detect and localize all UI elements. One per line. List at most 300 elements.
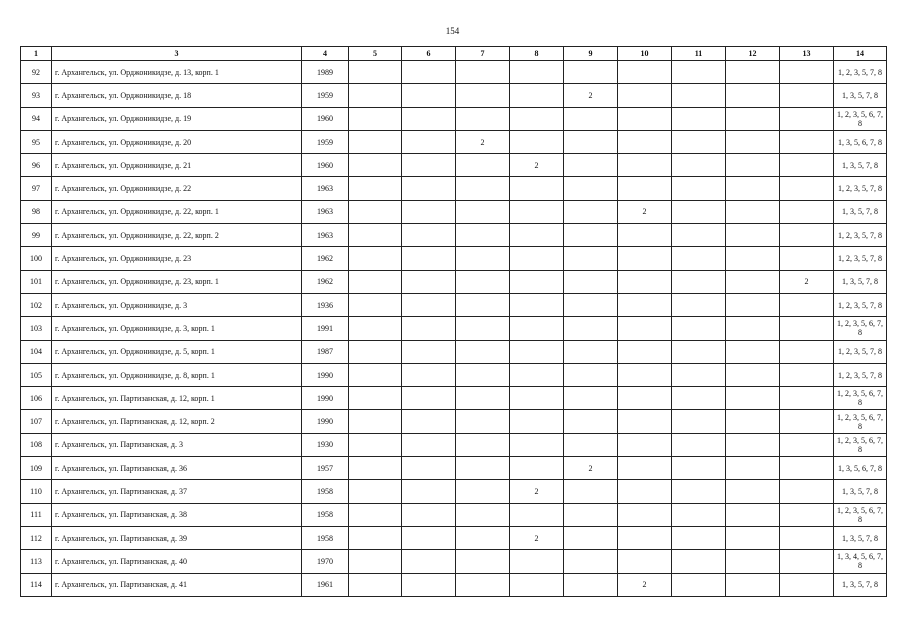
column-10-cell — [618, 457, 672, 480]
column-9-cell — [564, 200, 618, 223]
column-7-cell — [456, 433, 510, 456]
row-number-cell: 112 — [21, 526, 52, 549]
column-6-cell — [402, 224, 456, 247]
row-number-cell: 98 — [21, 200, 52, 223]
year-built-cell: 1936 — [302, 293, 349, 316]
column-6-cell — [402, 84, 456, 107]
row-number-cell: 95 — [21, 130, 52, 153]
codes-cell: 1, 2, 3, 5, 7, 8 — [834, 177, 887, 200]
year-built-cell: 1963 — [302, 177, 349, 200]
column-8-cell — [510, 457, 564, 480]
column-10-cell — [618, 84, 672, 107]
column-10-cell — [618, 363, 672, 386]
column-9-cell — [564, 340, 618, 363]
column-7-cell — [456, 247, 510, 270]
column-9-cell: 2 — [564, 84, 618, 107]
row-number-cell: 104 — [21, 340, 52, 363]
column-6-cell — [402, 363, 456, 386]
column-7-cell: 2 — [456, 130, 510, 153]
column-header: 14 — [834, 47, 887, 61]
column-11-cell — [672, 573, 726, 596]
column-11-cell — [672, 457, 726, 480]
column-8-cell — [510, 293, 564, 316]
column-number-row — [21, 47, 887, 61]
address-cell: г. Архангельск, ул. Партизанская, д. 40 — [52, 550, 302, 573]
column-11-cell — [672, 200, 726, 223]
column-10-cell — [618, 154, 672, 177]
column-6-cell — [402, 526, 456, 549]
column-6-cell — [402, 293, 456, 316]
row-number-cell: 107 — [21, 410, 52, 433]
column-13-cell — [780, 107, 834, 130]
column-9-cell — [564, 293, 618, 316]
column-12-cell — [726, 107, 780, 130]
year-built-cell: 1962 — [302, 270, 349, 293]
column-header: 5 — [349, 47, 402, 61]
column-11-cell — [672, 130, 726, 153]
column-11-cell — [672, 270, 726, 293]
column-6-cell — [402, 177, 456, 200]
column-10-cell — [618, 130, 672, 153]
address-cell: г. Архангельск, ул. Орджоникидзе, д. 5, корп. 1 — [52, 340, 302, 363]
housing-register-table — [20, 46, 887, 597]
address-cell: г. Архангельск, ул. Партизанская, д. 38 — [52, 503, 302, 526]
table-row — [21, 480, 887, 503]
column-10-cell — [618, 107, 672, 130]
column-5-cell — [349, 526, 402, 549]
column-11-cell — [672, 387, 726, 410]
address-cell: г. Архангельск, ул. Орджоникидзе, д. 3 — [52, 293, 302, 316]
column-6-cell — [402, 154, 456, 177]
year-built-cell: 1958 — [302, 526, 349, 549]
column-11-cell — [672, 410, 726, 433]
codes-cell: 1, 2, 3, 5, 7, 8 — [834, 247, 887, 270]
table-row — [21, 503, 887, 526]
column-12-cell — [726, 363, 780, 386]
year-built-cell: 1990 — [302, 363, 349, 386]
column-12-cell — [726, 84, 780, 107]
column-7-cell — [456, 573, 510, 596]
column-7-cell — [456, 363, 510, 386]
column-12-cell — [726, 61, 780, 84]
year-built-cell: 1958 — [302, 480, 349, 503]
address-cell: г. Архангельск, ул. Орджоникидзе, д. 21 — [52, 154, 302, 177]
column-7-cell — [456, 200, 510, 223]
row-number-cell: 108 — [21, 433, 52, 456]
column-5-cell — [349, 387, 402, 410]
column-11-cell — [672, 317, 726, 340]
column-8-cell — [510, 107, 564, 130]
column-6-cell — [402, 107, 456, 130]
row-number-cell: 109 — [21, 457, 52, 480]
column-10-cell: 2 — [618, 573, 672, 596]
column-11-cell — [672, 293, 726, 316]
column-13-cell — [780, 573, 834, 596]
column-13-cell — [780, 177, 834, 200]
column-11-cell — [672, 363, 726, 386]
column-6-cell — [402, 61, 456, 84]
table-row — [21, 200, 887, 223]
codes-cell: 1, 3, 5, 6, 7, 8 — [834, 457, 887, 480]
column-13-cell — [780, 340, 834, 363]
column-header: 10 — [618, 47, 672, 61]
table-row — [21, 340, 887, 363]
column-9-cell — [564, 224, 618, 247]
column-5-cell — [349, 503, 402, 526]
column-5-cell — [349, 154, 402, 177]
row-number-cell: 100 — [21, 247, 52, 270]
column-12-cell — [726, 200, 780, 223]
column-10-cell: 2 — [618, 200, 672, 223]
table-row — [21, 61, 887, 84]
column-9-cell — [564, 363, 618, 386]
column-13-cell — [780, 457, 834, 480]
column-8-cell — [510, 177, 564, 200]
column-7-cell — [456, 387, 510, 410]
column-12-cell — [726, 526, 780, 549]
address-cell: г. Архангельск, ул. Орджоникидзе, д. 22, корп. 2 — [52, 224, 302, 247]
column-7-cell — [456, 154, 510, 177]
column-13-cell — [780, 550, 834, 573]
year-built-cell: 1961 — [302, 573, 349, 596]
column-6-cell — [402, 317, 456, 340]
column-11-cell — [672, 247, 726, 270]
address-cell: г. Архангельск, ул. Орджоникидзе, д. 19 — [52, 107, 302, 130]
table-row — [21, 457, 887, 480]
column-9-cell — [564, 61, 618, 84]
year-built-cell: 1987 — [302, 340, 349, 363]
column-12-cell — [726, 224, 780, 247]
column-11-cell — [672, 61, 726, 84]
column-10-cell — [618, 293, 672, 316]
address-cell: г. Архангельск, ул. Орджоникидзе, д. 8, корп. 1 — [52, 363, 302, 386]
codes-cell: 1, 3, 5, 7, 8 — [834, 526, 887, 549]
year-built-cell: 1957 — [302, 457, 349, 480]
column-10-cell — [618, 317, 672, 340]
column-12-cell — [726, 573, 780, 596]
year-built-cell: 1960 — [302, 107, 349, 130]
column-8-cell — [510, 130, 564, 153]
column-12-cell — [726, 130, 780, 153]
column-header: 12 — [726, 47, 780, 61]
year-built-cell: 1960 — [302, 154, 349, 177]
codes-cell: 1, 2, 3, 5, 6, 7, 8 — [834, 387, 887, 410]
column-12-cell — [726, 340, 780, 363]
table-row — [21, 154, 887, 177]
table-row — [21, 387, 887, 410]
column-13-cell — [780, 130, 834, 153]
column-12-cell — [726, 503, 780, 526]
column-header: 11 — [672, 47, 726, 61]
codes-cell: 1, 3, 4, 5, 6, 7, 8 — [834, 550, 887, 573]
column-9-cell — [564, 130, 618, 153]
column-13-cell — [780, 84, 834, 107]
column-5-cell — [349, 270, 402, 293]
column-header: 6 — [402, 47, 456, 61]
column-8-cell — [510, 224, 564, 247]
column-5-cell — [349, 410, 402, 433]
table-row — [21, 410, 887, 433]
column-header: 9 — [564, 47, 618, 61]
column-13-cell — [780, 363, 834, 386]
codes-cell: 1, 2, 3, 5, 6, 7, 8 — [834, 503, 887, 526]
codes-cell: 1, 3, 5, 7, 8 — [834, 270, 887, 293]
column-13-cell — [780, 410, 834, 433]
column-6-cell — [402, 200, 456, 223]
column-5-cell — [349, 177, 402, 200]
codes-cell: 1, 3, 5, 7, 8 — [834, 154, 887, 177]
column-13-cell — [780, 433, 834, 456]
column-10-cell — [618, 526, 672, 549]
column-8-cell — [510, 433, 564, 456]
row-number-cell: 99 — [21, 224, 52, 247]
row-number-cell: 111 — [21, 503, 52, 526]
column-12-cell — [726, 317, 780, 340]
column-10-cell — [618, 340, 672, 363]
column-7-cell — [456, 107, 510, 130]
column-8-cell — [510, 550, 564, 573]
column-6-cell — [402, 247, 456, 270]
column-9-cell — [564, 503, 618, 526]
table-row — [21, 550, 887, 573]
codes-cell: 1, 3, 5, 6, 7, 8 — [834, 130, 887, 153]
column-8-cell — [510, 573, 564, 596]
column-13-cell — [780, 293, 834, 316]
column-5-cell — [349, 84, 402, 107]
column-10-cell — [618, 410, 672, 433]
column-header: 13 — [780, 47, 834, 61]
codes-cell: 1, 2, 3, 5, 7, 8 — [834, 224, 887, 247]
page-number: 154 — [445, 26, 460, 36]
column-5-cell — [349, 457, 402, 480]
table-row — [21, 247, 887, 270]
column-8-cell: 2 — [510, 526, 564, 549]
year-built-cell: 1930 — [302, 433, 349, 456]
column-5-cell — [349, 293, 402, 316]
address-cell: г. Архангельск, ул. Партизанская, д. 39 — [52, 526, 302, 549]
column-8-cell: 2 — [510, 154, 564, 177]
column-12-cell — [726, 247, 780, 270]
column-7-cell — [456, 410, 510, 433]
column-13-cell — [780, 387, 834, 410]
address-cell: г. Архангельск, ул. Партизанская, д. 36 — [52, 457, 302, 480]
column-5-cell — [349, 317, 402, 340]
column-12-cell — [726, 387, 780, 410]
table-row — [21, 84, 887, 107]
column-13-cell — [780, 317, 834, 340]
row-number-cell: 101 — [21, 270, 52, 293]
address-cell: г. Архангельск, ул. Орджоникидзе, д. 23, корп. 1 — [52, 270, 302, 293]
row-number-cell: 94 — [21, 107, 52, 130]
row-number-cell: 113 — [21, 550, 52, 573]
codes-cell: 1, 2, 3, 5, 6, 7, 8 — [834, 410, 887, 433]
column-5-cell — [349, 573, 402, 596]
column-8-cell — [510, 503, 564, 526]
column-header: 4 — [302, 47, 349, 61]
codes-cell: 1, 2, 3, 5, 6, 7, 8 — [834, 107, 887, 130]
row-number-cell: 103 — [21, 317, 52, 340]
table-row — [21, 573, 887, 596]
column-7-cell — [456, 457, 510, 480]
column-8-cell: 2 — [510, 480, 564, 503]
column-13-cell — [780, 224, 834, 247]
column-11-cell — [672, 340, 726, 363]
column-6-cell — [402, 503, 456, 526]
column-9-cell — [564, 387, 618, 410]
column-9-cell — [564, 410, 618, 433]
column-9-cell — [564, 317, 618, 340]
column-5-cell — [349, 200, 402, 223]
address-cell: г. Архангельск, ул. Орджоникидзе, д. 18 — [52, 84, 302, 107]
column-5-cell — [349, 107, 402, 130]
codes-cell: 1, 2, 3, 5, 6, 7, 8 — [834, 317, 887, 340]
codes-cell: 1, 3, 5, 7, 8 — [834, 480, 887, 503]
row-number-cell: 93 — [21, 84, 52, 107]
column-8-cell — [510, 387, 564, 410]
address-cell: г. Архангельск, ул. Партизанская, д. 12, корп. 1 — [52, 387, 302, 410]
table-row — [21, 177, 887, 200]
address-cell: г. Архангельск, ул. Партизанская, д. 37 — [52, 480, 302, 503]
column-9-cell — [564, 177, 618, 200]
column-12-cell — [726, 480, 780, 503]
column-12-cell — [726, 410, 780, 433]
column-9-cell — [564, 526, 618, 549]
column-5-cell — [349, 224, 402, 247]
column-6-cell — [402, 340, 456, 363]
table-row — [21, 270, 887, 293]
year-built-cell: 1963 — [302, 200, 349, 223]
codes-cell: 1, 2, 3, 5, 7, 8 — [834, 61, 887, 84]
column-6-cell — [402, 550, 456, 573]
column-11-cell — [672, 107, 726, 130]
column-11-cell — [672, 480, 726, 503]
column-10-cell — [618, 387, 672, 410]
column-9-cell — [564, 550, 618, 573]
column-6-cell — [402, 410, 456, 433]
row-number-cell: 105 — [21, 363, 52, 386]
column-13-cell — [780, 503, 834, 526]
column-11-cell — [672, 177, 726, 200]
year-built-cell: 1970 — [302, 550, 349, 573]
year-built-cell: 1989 — [302, 61, 349, 84]
column-6-cell — [402, 480, 456, 503]
codes-cell: 1, 2, 3, 5, 7, 8 — [834, 340, 887, 363]
address-cell: г. Архангельск, ул. Орджоникидзе, д. 22 — [52, 177, 302, 200]
column-7-cell — [456, 84, 510, 107]
year-built-cell: 1963 — [302, 224, 349, 247]
year-built-cell: 1990 — [302, 387, 349, 410]
column-8-cell — [510, 247, 564, 270]
column-11-cell — [672, 224, 726, 247]
column-7-cell — [456, 270, 510, 293]
column-9-cell — [564, 480, 618, 503]
column-12-cell — [726, 550, 780, 573]
column-7-cell — [456, 177, 510, 200]
address-cell: г. Архангельск, ул. Партизанская, д. 3 — [52, 433, 302, 456]
codes-cell: 1, 2, 3, 5, 7, 8 — [834, 293, 887, 316]
column-13-cell — [780, 480, 834, 503]
table-body — [21, 61, 887, 597]
column-10-cell — [618, 270, 672, 293]
column-9-cell — [564, 154, 618, 177]
column-11-cell — [672, 154, 726, 177]
table-row — [21, 293, 887, 316]
column-12-cell — [726, 293, 780, 316]
column-7-cell — [456, 480, 510, 503]
column-10-cell — [618, 61, 672, 84]
address-cell: г. Архангельск, ул. Орджоникидзе, д. 23 — [52, 247, 302, 270]
column-12-cell — [726, 457, 780, 480]
column-10-cell — [618, 550, 672, 573]
row-number-cell: 96 — [21, 154, 52, 177]
address-cell: г. Архангельск, ул. Орджоникидзе, д. 3, корп. 1 — [52, 317, 302, 340]
column-header: 1 — [21, 47, 52, 61]
column-13-cell — [780, 247, 834, 270]
address-cell: г. Архангельск, ул. Партизанская, д. 41 — [52, 573, 302, 596]
table-row — [21, 363, 887, 386]
column-9-cell — [564, 247, 618, 270]
column-10-cell — [618, 224, 672, 247]
column-5-cell — [349, 480, 402, 503]
column-7-cell — [456, 293, 510, 316]
codes-cell: 1, 3, 5, 7, 8 — [834, 200, 887, 223]
column-6-cell — [402, 573, 456, 596]
column-13-cell — [780, 154, 834, 177]
codes-cell: 1, 2, 3, 5, 6, 7, 8 — [834, 433, 887, 456]
column-5-cell — [349, 61, 402, 84]
column-11-cell — [672, 503, 726, 526]
codes-cell: 1, 3, 5, 7, 8 — [834, 84, 887, 107]
address-cell: г. Архангельск, ул. Орджоникидзе, д. 20 — [52, 130, 302, 153]
table-row — [21, 526, 887, 549]
column-9-cell — [564, 573, 618, 596]
column-7-cell — [456, 526, 510, 549]
column-12-cell — [726, 177, 780, 200]
column-12-cell — [726, 270, 780, 293]
year-built-cell: 1962 — [302, 247, 349, 270]
address-cell: г. Архангельск, ул. Орджоникидзе, д. 13, корп. 1 — [52, 61, 302, 84]
column-8-cell — [510, 270, 564, 293]
row-number-cell: 114 — [21, 573, 52, 596]
column-13-cell — [780, 61, 834, 84]
column-8-cell — [510, 200, 564, 223]
column-6-cell — [402, 387, 456, 410]
column-10-cell — [618, 433, 672, 456]
column-5-cell — [349, 247, 402, 270]
year-built-cell: 1991 — [302, 317, 349, 340]
year-built-cell: 1958 — [302, 503, 349, 526]
column-6-cell — [402, 433, 456, 456]
column-6-cell — [402, 270, 456, 293]
column-8-cell — [510, 340, 564, 363]
column-10-cell — [618, 503, 672, 526]
table-row — [21, 224, 887, 247]
column-6-cell — [402, 457, 456, 480]
column-9-cell — [564, 433, 618, 456]
address-cell: г. Архангельск, ул. Орджоникидзе, д. 22, корп. 1 — [52, 200, 302, 223]
column-7-cell — [456, 340, 510, 363]
column-8-cell — [510, 61, 564, 84]
year-built-cell: 1959 — [302, 84, 349, 107]
column-12-cell — [726, 154, 780, 177]
table-row — [21, 433, 887, 456]
row-number-cell: 110 — [21, 480, 52, 503]
column-7-cell — [456, 61, 510, 84]
year-built-cell: 1990 — [302, 410, 349, 433]
row-number-cell: 92 — [21, 61, 52, 84]
column-12-cell — [726, 433, 780, 456]
row-number-cell: 106 — [21, 387, 52, 410]
